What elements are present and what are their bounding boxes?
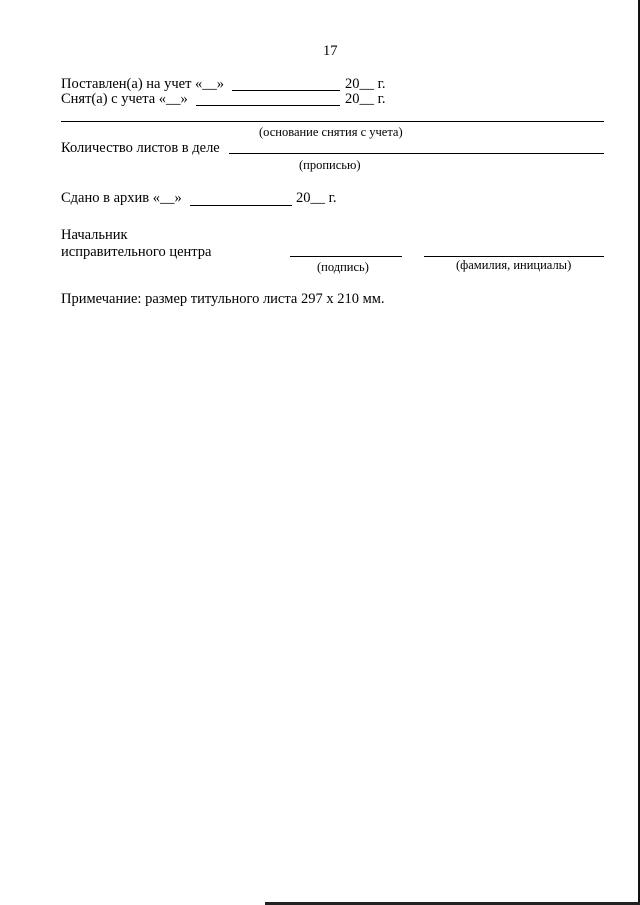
footnote: Примечание: размер титульного листа 297 x 210 мм. bbox=[61, 291, 385, 307]
deregistration-basis-caption: (основание снятия с учета) bbox=[259, 125, 403, 139]
deregistered-year: 20__ г. bbox=[345, 91, 386, 107]
name-initials-caption: (фамилия, инициалы) bbox=[456, 258, 572, 272]
signature-caption: (подпись) bbox=[317, 260, 369, 274]
page-number: 17 bbox=[323, 43, 338, 59]
deregistration-basis-line[interactable] bbox=[61, 121, 604, 122]
archived-date-line[interactable] bbox=[190, 205, 292, 206]
chief-title-line1: Начальник bbox=[61, 227, 128, 243]
sheet-count-label: Количество листов в деле bbox=[61, 140, 220, 156]
archived-year: 20__ г. bbox=[296, 190, 337, 206]
registered-date-line[interactable] bbox=[232, 90, 340, 91]
deregistered-date-line[interactable] bbox=[196, 105, 340, 106]
name-initials-line[interactable] bbox=[424, 256, 604, 257]
chief-title-line2: исправительного центра bbox=[61, 244, 212, 260]
archived-label: Сдано в архив «__» bbox=[61, 190, 182, 206]
registered-label: Поставлен(а) на учет «__» bbox=[61, 76, 225, 92]
registered-year: 20__ г. bbox=[345, 76, 386, 92]
signature-line[interactable] bbox=[290, 256, 402, 257]
sheet-count-line[interactable] bbox=[229, 153, 604, 154]
sheet-count-caption: (прописью) bbox=[299, 158, 361, 172]
deregistered-label: Снят(а) с учета «__» bbox=[61, 91, 188, 107]
